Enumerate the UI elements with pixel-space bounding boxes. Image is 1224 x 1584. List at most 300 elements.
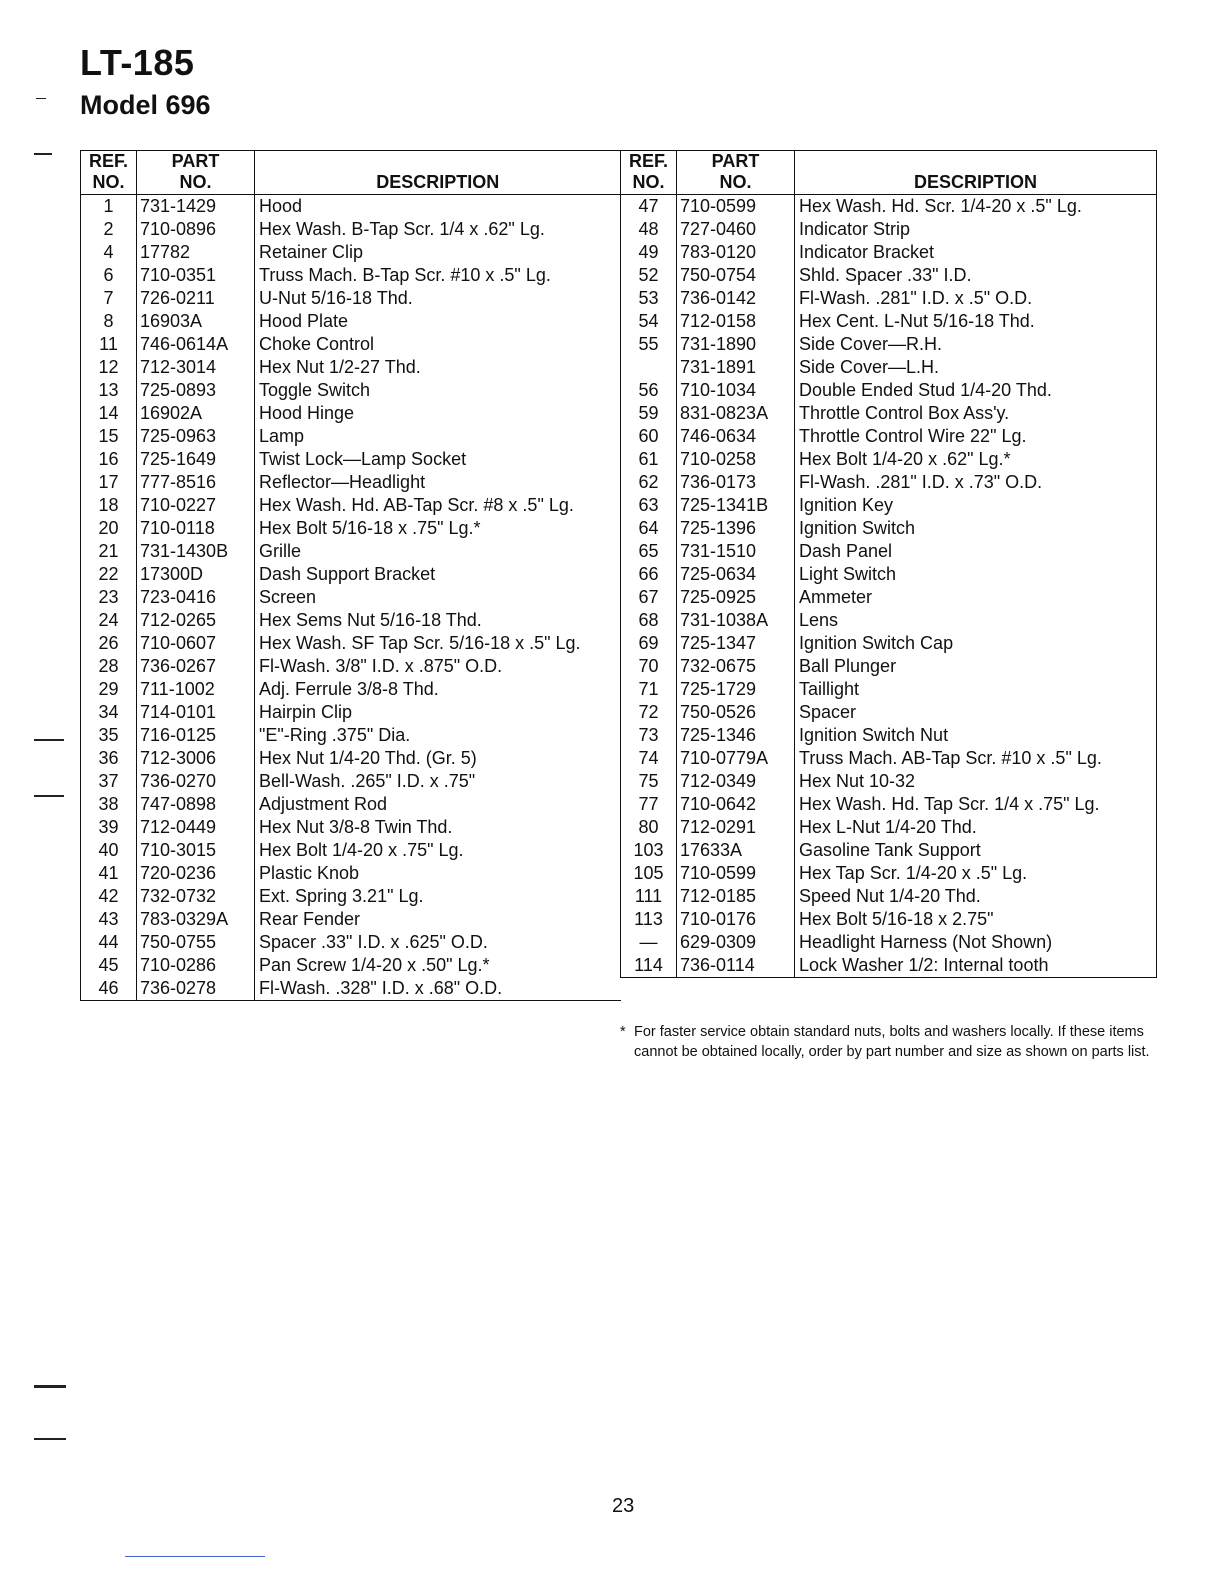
table-row (81, 563, 621, 586)
table-row (621, 747, 1157, 770)
table-row (621, 379, 1157, 402)
description-cell: Headlight Harness (Not Shown) (795, 931, 1157, 954)
table-row (621, 724, 1157, 747)
part-no-cell: 783-0329A (137, 908, 255, 931)
ref-no-cell (621, 356, 677, 379)
table-row (81, 747, 621, 770)
table-row (621, 195, 1157, 219)
table-row (621, 241, 1157, 264)
ref-no-cell: 105 (621, 862, 677, 885)
footnote-text: For faster service obtain standard nuts, bolts and washers locally. If these items cannot be obtained locally, order by part number and size as shown on parts list. (634, 1024, 1150, 1060)
bottom-rule (125, 1556, 265, 1557)
margin-mark (34, 1438, 66, 1440)
description-cell: "E"-Ring .375" Dia. (259, 725, 411, 745)
description-cell: Speed Nut 1/4-20 Thd. (795, 885, 1157, 908)
table-row (621, 793, 1157, 816)
ref-no-cell: 28 (81, 655, 137, 678)
ref-no-cell: 17 (81, 471, 137, 494)
table-row (81, 333, 621, 356)
ref-no-cell: 7 (81, 287, 137, 310)
part-no-cell: 16902A (137, 402, 255, 425)
part-no-cell: 710-0599 (677, 195, 795, 219)
ref-no-cell: 63 (621, 494, 677, 517)
description-cell: Truss Mach. AB-Tap Scr. #10 x .5" Lg. (795, 747, 1157, 770)
description-cell: U-Nut 5/16-18 Thd. (259, 288, 413, 308)
table-row (621, 816, 1157, 839)
part-no-cell: 710-0607 (137, 632, 255, 655)
table-row (621, 540, 1157, 563)
ref-no-cell: 66 (621, 563, 677, 586)
description-cell: Toggle Switch (259, 380, 371, 400)
table-row (621, 931, 1157, 954)
ref-no-cell: 72 (621, 701, 677, 724)
table-row (621, 586, 1157, 609)
description-header: DESCRIPTION (795, 151, 1157, 195)
part-no-cell: 783-0120 (677, 241, 795, 264)
page-title: LT-185 (80, 42, 195, 83)
ref-no-header: REF. NO. (81, 151, 137, 195)
part-no-header: PART NO. (677, 151, 795, 195)
table-row (81, 701, 621, 724)
description-cell: Hex Nut 3/8-8 Twin Thd. (259, 817, 453, 837)
ref-no-cell: 70 (621, 655, 677, 678)
ref-no-cell: 49 (621, 241, 677, 264)
description-cell: Hex Wash. SF Tap Scr. 5/16-18 x .5" Lg. (259, 633, 581, 653)
part-no-cell: 712-0158 (677, 310, 795, 333)
table-row (81, 839, 621, 862)
description-cell: Taillight (795, 678, 1157, 701)
ref-no-cell: 56 (621, 379, 677, 402)
part-no-cell: 736-0142 (677, 287, 795, 310)
table-row (81, 862, 621, 885)
description-cell: Shld. Spacer .33" I.D. (795, 264, 1157, 287)
description-cell: Twist Lock—Lamp Socket (259, 449, 467, 469)
part-no-cell: 17782 (137, 241, 255, 264)
description-cell: Hex Bolt 5/16-18 x 2.75" (795, 908, 1157, 931)
description-cell: Fl-Wash. .281" I.D. x .73" O.D. (795, 471, 1157, 494)
description-cell: Hairpin Clip (259, 702, 353, 722)
part-no-cell: 732-0675 (677, 655, 795, 678)
description-cell: Hood (259, 196, 303, 216)
part-no-cell: 731-1038A (677, 609, 795, 632)
ref-no-cell: 64 (621, 517, 677, 540)
table-row (81, 632, 621, 655)
table-row (81, 793, 621, 816)
description-cell: Lamp (259, 426, 305, 446)
part-no-cell: 731-1510 (677, 540, 795, 563)
part-no-cell: 710-0896 (137, 218, 255, 241)
description-cell: Double Ended Stud 1/4-20 Thd. (795, 379, 1157, 402)
part-no-cell: 710-0227 (137, 494, 255, 517)
part-no-cell: 731-1429 (137, 195, 255, 219)
footnote (620, 1022, 1190, 1062)
part-no-cell: 712-3014 (137, 356, 255, 379)
margin-mark (34, 1385, 66, 1388)
description-cell: Hood Hinge (259, 403, 355, 423)
table-row (81, 724, 621, 747)
part-no-cell: 712-0265 (137, 609, 255, 632)
part-no-cell: 725-0925 (677, 586, 795, 609)
margin-mark (34, 153, 52, 155)
table-row (621, 701, 1157, 724)
ref-no-cell: 47 (621, 195, 677, 219)
part-no-cell: 731-1891 (677, 356, 795, 379)
description-cell: Hood Plate (259, 311, 349, 331)
part-no-cell: 710-0258 (677, 448, 795, 471)
description-cell: Side Cover—L.H. (795, 356, 1157, 379)
description-cell: Ext. Spring 3.21" Lg. (259, 886, 424, 906)
description-cell: Grille (259, 541, 302, 561)
table-row (621, 609, 1157, 632)
table-row (621, 333, 1157, 356)
ref-no-cell: 41 (81, 862, 137, 885)
table-row (81, 885, 621, 908)
description-cell: Dash Support Bracket (259, 564, 436, 584)
ref-no-cell: 36 (81, 747, 137, 770)
description-cell: Ignition Switch (795, 517, 1157, 540)
margin-mark (34, 739, 64, 741)
part-no-cell: 17633A (677, 839, 795, 862)
ref-no-cell (621, 977, 677, 978)
ref-no-cell: 67 (621, 586, 677, 609)
description-cell: Hex Nut 10-32 (795, 770, 1157, 793)
ref-no-cell: 29 (81, 678, 137, 701)
ref-no-cell: 37 (81, 770, 137, 793)
ref-no-cell: 12 (81, 356, 137, 379)
table-row (81, 448, 621, 471)
ref-no-cell: 54 (621, 310, 677, 333)
table-row (621, 655, 1157, 678)
description-cell: Hex Nut 1/4-20 Thd. (Gr. 5) (259, 748, 477, 768)
table-row (81, 977, 621, 1001)
description-cell: Fl-Wash. .281" I.D. x .5" O.D. (795, 287, 1157, 310)
table-row (621, 954, 1157, 977)
table-row (621, 402, 1157, 425)
description-cell: Throttle Control Box Ass'y. (795, 402, 1157, 425)
ref-no-cell: 40 (81, 839, 137, 862)
ref-no-cell: 34 (81, 701, 137, 724)
description-cell: Hex Wash. Hd. Tap Scr. 1/4 x .75" Lg. (795, 793, 1157, 816)
description-cell: Truss Mach. B-Tap Scr. #10 x .5" Lg. (259, 265, 551, 285)
part-no-cell: 725-0963 (137, 425, 255, 448)
ref-no-cell: 103 (621, 839, 677, 862)
description-cell: Hex Bolt 5/16-18 x .75" Lg.* (259, 518, 481, 538)
table-row (621, 264, 1157, 287)
ref-no-cell: 73 (621, 724, 677, 747)
table-row (81, 264, 621, 287)
part-no-cell: 714-0101 (137, 701, 255, 724)
part-no-cell: 725-1346 (677, 724, 795, 747)
ref-no-cell: 111 (621, 885, 677, 908)
table-row (81, 655, 621, 678)
part-no-cell: 710-3015 (137, 839, 255, 862)
part-no-cell: 736-0270 (137, 770, 255, 793)
description-cell: Ignition Switch Cap (795, 632, 1157, 655)
description-cell: Light Switch (795, 563, 1157, 586)
part-no-header: PART NO. (137, 151, 255, 195)
table-row (81, 954, 621, 977)
description-cell: Ball Plunger (795, 655, 1157, 678)
part-no-cell: 777-8516 (137, 471, 255, 494)
part-no-cell: 746-0634 (677, 425, 795, 448)
part-no-cell: 712-0349 (677, 770, 795, 793)
table-row (621, 839, 1157, 862)
part-no-cell: 725-1347 (677, 632, 795, 655)
ref-no-cell: 60 (621, 425, 677, 448)
part-no-cell: 746-0614A (137, 333, 255, 356)
page-number: 23 (612, 1495, 635, 1517)
part-no-cell: 17300D (137, 563, 255, 586)
part-no-cell: 723-0416 (137, 586, 255, 609)
part-no-cell: 712-0185 (677, 885, 795, 908)
table-row (81, 402, 621, 425)
ref-no-cell: 59 (621, 402, 677, 425)
description-cell: Fl-Wash. 3/8" I.D. x .875" O.D. (259, 656, 503, 676)
table-row (621, 287, 1157, 310)
table-row (81, 195, 621, 219)
part-no-cell: 710-0176 (677, 908, 795, 931)
description-cell: Dash Panel (795, 540, 1157, 563)
description-cell: Fl-Wash. .328" I.D. x .68" O.D. (255, 977, 621, 1001)
part-no-cell: 629-0309 (677, 931, 795, 954)
ref-no-cell: 8 (81, 310, 137, 333)
table-row (621, 770, 1157, 793)
ref-no-cell: 15 (81, 425, 137, 448)
description-header: DESCRIPTION (255, 151, 621, 195)
part-no-cell: 725-1729 (677, 678, 795, 701)
table-row (81, 816, 621, 839)
part-no-cell: 831-0823A (677, 402, 795, 425)
ref-no-cell: 23 (81, 586, 137, 609)
description-cell: Adj. Ferrule 3/8-8 Thd. (259, 679, 439, 699)
description-cell: Throttle Control Wire 22" Lg. (795, 425, 1157, 448)
table-row (81, 287, 621, 310)
ref-no-cell: 38 (81, 793, 137, 816)
description-cell: Indicator Strip (795, 218, 1157, 241)
part-no-cell: 710-0779A (677, 747, 795, 770)
table-row (81, 471, 621, 494)
part-no-cell (677, 977, 795, 978)
part-no-cell: 712-0291 (677, 816, 795, 839)
part-no-cell: 712-0449 (137, 816, 255, 839)
table-row (621, 678, 1157, 701)
part-no-cell: 731-1890 (677, 333, 795, 356)
ref-no-cell: 21 (81, 540, 137, 563)
table-row (621, 517, 1157, 540)
description-cell: Screen (259, 587, 317, 607)
part-no-cell: 710-0599 (677, 862, 795, 885)
ref-no-cell: 75 (621, 770, 677, 793)
ref-no-cell: 20 (81, 517, 137, 540)
table-row (621, 356, 1157, 379)
table-row (81, 494, 621, 517)
ref-no-cell: 14 (81, 402, 137, 425)
model-subtitle: Model 696 (80, 90, 211, 120)
part-no-cell: 711-1002 (137, 678, 255, 701)
table-row (81, 425, 621, 448)
table-row (81, 770, 621, 793)
table-row (621, 218, 1157, 241)
ref-no-cell: 55 (621, 333, 677, 356)
table-row (81, 678, 621, 701)
part-no-cell: 736-0173 (677, 471, 795, 494)
part-no-cell: 750-0526 (677, 701, 795, 724)
ref-no-cell: 6 (81, 264, 137, 287)
table-row (621, 862, 1157, 885)
part-no-cell: 710-0642 (677, 793, 795, 816)
ref-no-cell: 39 (81, 816, 137, 839)
table-row (81, 218, 621, 241)
ref-no-cell: 2 (81, 218, 137, 241)
part-no-cell: 710-0118 (137, 517, 255, 540)
ref-no-cell: 61 (621, 448, 677, 471)
ref-no-cell: 24 (81, 609, 137, 632)
part-no-cell: 726-0211 (137, 287, 255, 310)
part-no-cell: 747-0898 (137, 793, 255, 816)
parts-table-left (80, 150, 621, 1001)
description-cell: Spacer .33" I.D. x .625" O.D. (259, 932, 488, 952)
ref-no-cell: 68 (621, 609, 677, 632)
ref-no-cell: 113 (621, 908, 677, 931)
description-cell: Bell-Wash. .265" I.D. x .75" (259, 771, 476, 791)
description-cell: Hex L-Nut 1/4-20 Thd. (795, 816, 1157, 839)
description-cell: Retainer Clip (259, 242, 364, 262)
table-row (81, 540, 621, 563)
ref-no-cell: 71 (621, 678, 677, 701)
part-no-cell: 725-1649 (137, 448, 255, 471)
part-no-cell: 725-0634 (677, 563, 795, 586)
ref-no-cell: 4 (81, 241, 137, 264)
table-row (621, 425, 1157, 448)
part-no-cell: 736-0114 (677, 954, 795, 977)
table-row (81, 908, 621, 931)
ref-no-cell: — (621, 931, 677, 954)
ref-no-cell: 13 (81, 379, 137, 402)
description-cell: Ignition Key (795, 494, 1157, 517)
description-cell (795, 977, 1157, 978)
ref-no-cell: 1 (81, 195, 137, 219)
table-row (81, 356, 621, 379)
part-no-cell: 710-0286 (137, 954, 255, 977)
description-cell: Hex Wash. Hd. AB-Tap Scr. #8 x .5" Lg. (259, 495, 574, 515)
table-row (81, 609, 621, 632)
part-no-cell: 732-0732 (137, 885, 255, 908)
part-no-cell: 727-0460 (677, 218, 795, 241)
margin-mark (34, 795, 64, 797)
description-cell: Ignition Switch Nut (795, 724, 1157, 747)
ref-no-cell: 74 (621, 747, 677, 770)
table-row (81, 310, 621, 333)
parts-table-right-body (621, 195, 1157, 978)
table-row (621, 448, 1157, 471)
description-cell: Hex Cent. L-Nut 5/16-18 Thd. (795, 310, 1157, 333)
table-row (81, 517, 621, 540)
ref-no-cell: 16 (81, 448, 137, 471)
table-row (621, 908, 1157, 931)
description-cell: Lock Washer 1/2: Internal tooth (795, 954, 1157, 977)
ref-no-cell: 53 (621, 287, 677, 310)
description-cell: Choke Control (259, 334, 375, 354)
part-no-cell: 712-3006 (137, 747, 255, 770)
part-no-cell: 16903A (137, 310, 255, 333)
ref-no-cell: 48 (621, 218, 677, 241)
table-row (81, 379, 621, 402)
description-cell: Rear Fender (259, 909, 361, 929)
ref-no-cell: 35 (81, 724, 137, 747)
description-cell: Hex Wash. B-Tap Scr. 1/4 x .62" Lg. (259, 219, 545, 239)
table-row (621, 471, 1157, 494)
ref-no-cell: 52 (621, 264, 677, 287)
part-no-cell: 710-1034 (677, 379, 795, 402)
description-cell: Adjustment Rod (259, 794, 388, 814)
footnote-marker: * (620, 1024, 626, 1040)
ref-no-cell: 80 (621, 816, 677, 839)
description-cell: Lens (795, 609, 1157, 632)
table-row (621, 977, 1157, 978)
part-no-cell: 725-1396 (677, 517, 795, 540)
ref-no-cell: 44 (81, 931, 137, 954)
table-row (621, 632, 1157, 655)
table-row (621, 563, 1157, 586)
ref-no-cell: 77 (621, 793, 677, 816)
part-no-cell: 731-1430B (137, 540, 255, 563)
part-no-cell: 725-1341B (677, 494, 795, 517)
description-cell: Hex Sems Nut 5/16-18 Thd. (259, 610, 482, 630)
description-cell: Pan Screw 1/4-20 x .50" Lg.* (259, 955, 490, 975)
description-cell: Hex Bolt 1/4-20 x .62" Lg.* (795, 448, 1157, 471)
ref-no-cell: 69 (621, 632, 677, 655)
description-cell: Hex Wash. Hd. Scr. 1/4-20 x .5" Lg. (795, 195, 1157, 219)
part-no-cell: 750-0755 (137, 931, 255, 954)
part-no-cell: 736-0267 (137, 655, 255, 678)
ref-no-cell: 11 (81, 333, 137, 356)
table-row (81, 586, 621, 609)
description-cell: Side Cover—R.H. (795, 333, 1157, 356)
table-row (621, 494, 1157, 517)
description-cell: Spacer (795, 701, 1157, 724)
description-cell: Hex Bolt 1/4-20 x .75" Lg. (259, 840, 464, 860)
parts-table-right (620, 150, 1157, 978)
description-cell: Ammeter (795, 586, 1157, 609)
ref-no-cell: 42 (81, 885, 137, 908)
description-cell: Gasoline Tank Support (795, 839, 1157, 862)
table-row (81, 241, 621, 264)
table-row (621, 885, 1157, 908)
ref-no-cell: 114 (621, 954, 677, 977)
description-cell: Reflector—Headlight (259, 472, 426, 492)
table-row (621, 310, 1157, 333)
ref-no-cell: 22 (81, 563, 137, 586)
ref-no-cell: 43 (81, 908, 137, 931)
part-no-cell: 720-0236 (137, 862, 255, 885)
ref-no-header: REF. NO. (621, 151, 677, 195)
part-no-cell: 736-0278 (137, 977, 255, 1001)
ref-no-cell: 62 (621, 471, 677, 494)
part-no-cell: 725-0893 (137, 379, 255, 402)
table-row (81, 931, 621, 954)
description-cell: Indicator Bracket (795, 241, 1157, 264)
description-cell: Hex Nut 1/2-27 Thd. (259, 357, 421, 377)
description-cell: Hex Tap Scr. 1/4-20 x .5" Lg. (795, 862, 1157, 885)
ref-no-cell: 45 (81, 954, 137, 977)
ref-no-cell: 26 (81, 632, 137, 655)
part-no-cell: 750-0754 (677, 264, 795, 287)
ref-no-cell: 18 (81, 494, 137, 517)
ref-no-cell: 46 (81, 977, 137, 1001)
part-no-cell: 716-0125 (137, 724, 255, 747)
margin-mark (36, 98, 46, 99)
parts-table-left-body (81, 195, 621, 1001)
